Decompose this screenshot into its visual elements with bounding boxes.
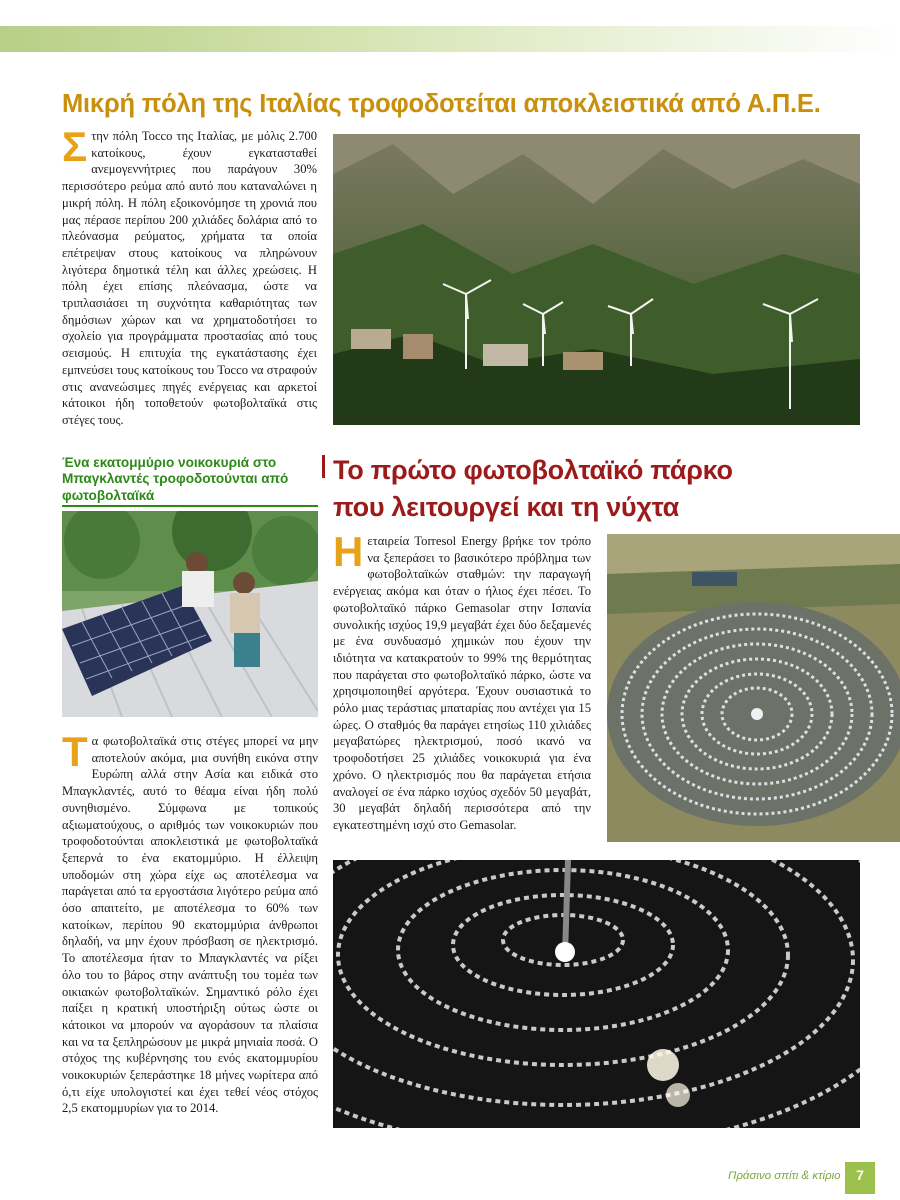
- rooftop-solar-photo: [62, 511, 318, 717]
- article2-accent-bar: [322, 455, 325, 478]
- magazine-name: Πράσινο σπίτι & κτίριο: [728, 1170, 841, 1182]
- article1-dropcap: Σ: [62, 123, 88, 170]
- article2-text: [333, 528, 591, 834]
- article2-headline-line2: που λειτουργεί και τη νύχτα: [333, 492, 679, 522]
- page-number: 7: [845, 1162, 875, 1194]
- sidebar-dropcap: Τ: [62, 728, 88, 775]
- sidebar-text: [62, 728, 318, 1117]
- article1-headline: Μικρή πόλη της Ιταλίας τροφοδοτείται αποκλειστικά από Α.Π.Ε.: [62, 90, 821, 118]
- sidebar-body: α φωτοβολταϊκά στις στέγες μπορεί να μην αποτελούν ακόμα, μια συνήθη εικόνα στην Ευρώπη αλλά στην Ασία και ειδικά στο Μπαγκλαντές, αυτό το θέαμα είναι ήδη πολύ συνηθισμένο. Σύμφωνα με τοπικούς αξιωματούχους, ο αριθμός των νοικοκυριών που τροφοδοτούνται αποκλειστικά με φωτοβολταϊκά ξεπερνά το ένα εκατομμύριο. Η έλλειψη υποδομών στη χώρα είχε ως αποτέλεσμα να παράγεται από τα εργοστάσια λιγότερο ρεύμα από όσο απαιτείτο, με αποτέλεσμα το 60% των κατοίκων, περίπου 90 εκατομμύρια άνθρωποι δηλαδή, να μην έχουν πρόσβαση σε ηλεκτρισμό. Το αποτέλεσμα ήταν το Μπαγκλαντές να ρίξει όλο του το βάρος στην ανάπτυξη του τομέα των οικιακών φωτοβολταϊκών. Σημαντικό ρόλο έχει παίξει η κρατική υποστήριξη ούτως ώστε οι κάτοικοι να μπορούν να αγοράσουν τα πλαίσια και να τα ξεπληρώσουν με μικρά μηνιαία ποσά. Ο στόχος της κυβέρνησης του ενός εκατομμυρίου νοικοκυριών ξεπεράστηκε 18 μήνες νωρίτερα από ό,τι είχε υπολογιστεί και έχει τεθεί νέος στόχος 2,5 εκατομμυρίων για το 2014.: [62, 734, 318, 1116]
- sidebar-divider: [62, 505, 318, 507]
- article1-text: [62, 123, 317, 429]
- top-color-band: [0, 26, 900, 52]
- wind-turbines-photo: [333, 134, 860, 425]
- heliostat-field-photo: [333, 860, 860, 1128]
- article2-headline-line1: Το πρώτο φωτοβολταϊκό πάρκο: [333, 455, 733, 485]
- gemasolar-aerial-photo: [607, 534, 900, 842]
- article2-body: εταιρεία Torresol Energy βρήκε τον τρόπο να ξεπεράσει το βασικότερο πρόβλημα των φωτοβολταϊκών σταθμών: την παραγωγή ενέργειας ακόμα και όταν ο ήλιος έχει πέσει. Το φωτοβολταϊκό πάρκο Gemasolar στην Ισπανία συνολικής ισχύος 19,9 μεγαβάτ έχει δύο δεξαμενές με ένα συνδυασμό χημικών που έχουν την ιδιότητα να κατακρατούν το 99% της θερμότητας που παράγεται στο φωτοβολταϊκό πάρκο, ώστε να χρησιμοποιηθεί αργότερα. Έχουν ουσιαστικά το ρόλο μιας τεράστιας μπαταρίας που αντέχει για 15 ώρες. Ο σταθμός θα παράγει ετησίως 110 χιλιάδες μεγαβατώρες ηλεκτρισμού, ποσό ικανό να τροφοδοτήσει 25 χιλιάδες νοικοκυριά για ένα χρόνο. Ο ηλεκτρισμός που θα παράγεται ετήσια αναλογεί σε ένα πάρκο ισχύος σχεδόν 50 μεγαβάτ, 30 μεγαβάτ δηλαδή περισσότερα από την εγκατεστημένη ισχύ στο Gemasolar.: [333, 534, 591, 832]
- sidebar-headline: Ένα εκατομμύριο νοικοκυριά στο Μπαγκλαντές τροφοδοτούνται από φωτοβολταϊκά: [62, 455, 289, 503]
- article2-dropcap: Η: [333, 528, 364, 575]
- article1-body: την πόλη Tocco της Ιταλίας, με μόλις 2.700 κατοίκους, έχουν εγκατασταθεί ανεμογεννήτριες που παράγουν 30% περισσότερο ρεύμα από αυτό που καταναλώνει η μικρή πόλη. Η πόλη εξοικονόμησε τη χρονιά που μας πέρασε περίπου 200 χιλιάδες δολάρια από το πλεόνασμα ρεύματος, χρήματα τα οποία επέτρεψαν στους κατοίκους να πληρώνουν λιγότερα δημοτικά τέλη και άλλες χρεώσεις. Η πόλη έχει επίσης πλεόνασμα, ώστε να τριπλασιάσει τη συχνότητα καθαριότητας των δημόσιων χώρων και να χρηματοδοτήσει το σχολείο για προγράμματα προστασίας από τους σεισμούς. Η επιτυχία της εγκατάστασης έχει εμπνεύσει τους κατοίκους του Tocco να στραφούν στις ανανεώσιμες πηγές ενέργειας και αρκετοί κάτοικοι ήδη τοποθετούν φωτοβολταϊκά στις στέγες τους.: [62, 129, 317, 427]
- article2-headline: [333, 452, 863, 526]
